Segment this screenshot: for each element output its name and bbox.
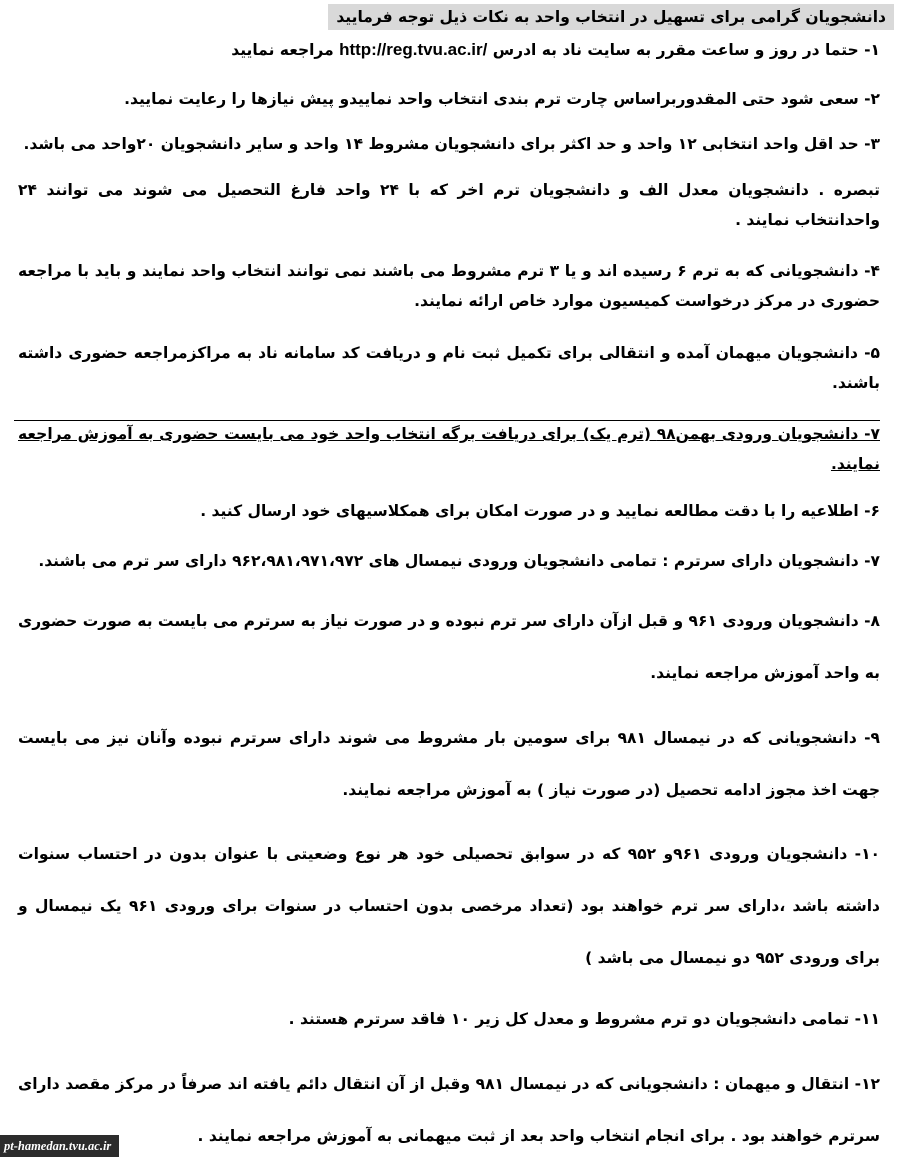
registration-site-link[interactable]: http://reg.tvu.ac.ir/: [339, 40, 488, 59]
notice-item-12: ۱۲- انتقال و میهمان : دانشجویانی که در نیمسال ۹۸۱ وقبل از آن انتقال دائم یافته اند صرفاً در مرکز مقصد دارای سرترم خواهند بود . برای انجام انتخاب واحد بعد از ثبت میهمانی به آموزش مراجعه نمایند .: [18, 1075, 881, 1145]
notice-item-1-text: ۱- حتما در روز و ساعت مقرر به سایت ناد به ادرس: [487, 41, 880, 59]
notice-item-2: ۲- سعی شود حتی المقدوربراساس چارت ترم بندی انتخاب واحد نماییدو پیش نیازها را رعایت نمایید.: [124, 90, 880, 108]
notice-item-9: ۹- دانشجویانی که در نیمسال ۹۸۱ برای سومین بار مشروط می شوند دارای سرترم نبوده وآنان نیز می بایست جهت اخذ مجوز ادامه تحصیل (در صورت نیاز ) به آموزش مراجعه نمایند.: [18, 729, 880, 799]
notice-item-7-new-students: ۷- دانشجویان ورودی بهمن۹۸ (ترم یک) برای دریافت برگه انتخاب واحد خود می بایست حضوری به آموزش مراجعه نمایند.: [18, 425, 880, 473]
notice-item-1-suffix: مراجعه نمایید: [231, 41, 340, 59]
notice-item-8: ۸- دانشجویان ورودی ۹۶۱ و قبل ازآن دارای سر ترم نبوده و در صورت نیاز به سرترم می بایست به صورت حضوری به واحد آموزش مراجعه نمایند.: [18, 612, 881, 682]
notice-item-11: ۱۱- تمامی دانشجویان دو ترم مشروط و معدل کل زیر ۱۰ فاقد سرترم هستند .: [288, 1010, 880, 1028]
site-watermark: pt-hamedan.tvu.ac.ir: [0, 1135, 119, 1157]
notice-item-10: ۱۰- دانشجویان ورودی ۹۶۱و ۹۵۲ که در سوابق تحصیلی خود هر نوع وضعیتی با عنوان بدون در احتساب سنوات داشته باشد ،دارای سر ترم خواهند بود (تعداد مرخصی بدون احتساب در سنوات برای ورودی ۹۶۱ یک نیمسال و برای ورودی ۹۵۲ دو نیمسال می باشد ): [18, 845, 881, 967]
page-title: دانشجویان گرامی برای تسهیل در انتخاب واحد به نکات ذیل توجه فرمایید: [328, 4, 894, 30]
notice-item-3: ۳- حد اقل واحد انتخابی ۱۲ واحد و حد اکثر برای دانشجویان مشروط ۱۴ واحد و سایر دانشجویان ۲۰واحد می باشد.: [23, 135, 880, 153]
notice-item-7-sarterm: ۷- دانشجویان دارای سرترم : تمامی دانشجویان ورودی نیمسال های ۹۶۲،۹۸۱،۹۷۱،۹۷۲ دارای سر ترم می باشند.: [38, 552, 880, 570]
notice-note: تبصره . دانشجویان معدل الف و دانشجویان ترم اخر که با ۲۴ واحد فارغ التحصیل می شوند می توانند ۲۴ واحدانتخاب نمایند .: [18, 181, 880, 229]
notice-item-4: ۴- دانشجویانی که به ترم ۶ رسیده اند و یا ۳ ترم مشروط می باشند نمی توانند انتخاب واحد نمایند و باید با مراجعه حضوری در مرکز درخواست کمیسیون موارد خاص ارائه نمایند.: [18, 262, 880, 310]
notice-item-6: ۶- اطلاعیه را با دقت مطالعه نمایید و در صورت امکان برای همکلاسیهای خود ارسال کنید .: [200, 502, 880, 520]
notice-item-1: [18, 36, 880, 64]
notice-item-5: ۵- دانشجویان میهمان آمده و انتقالی برای تکمیل ثبت نام و دریافت کد سامانه ناد به مراکزمراجعه حضوری داشته باشند.: [18, 344, 880, 392]
